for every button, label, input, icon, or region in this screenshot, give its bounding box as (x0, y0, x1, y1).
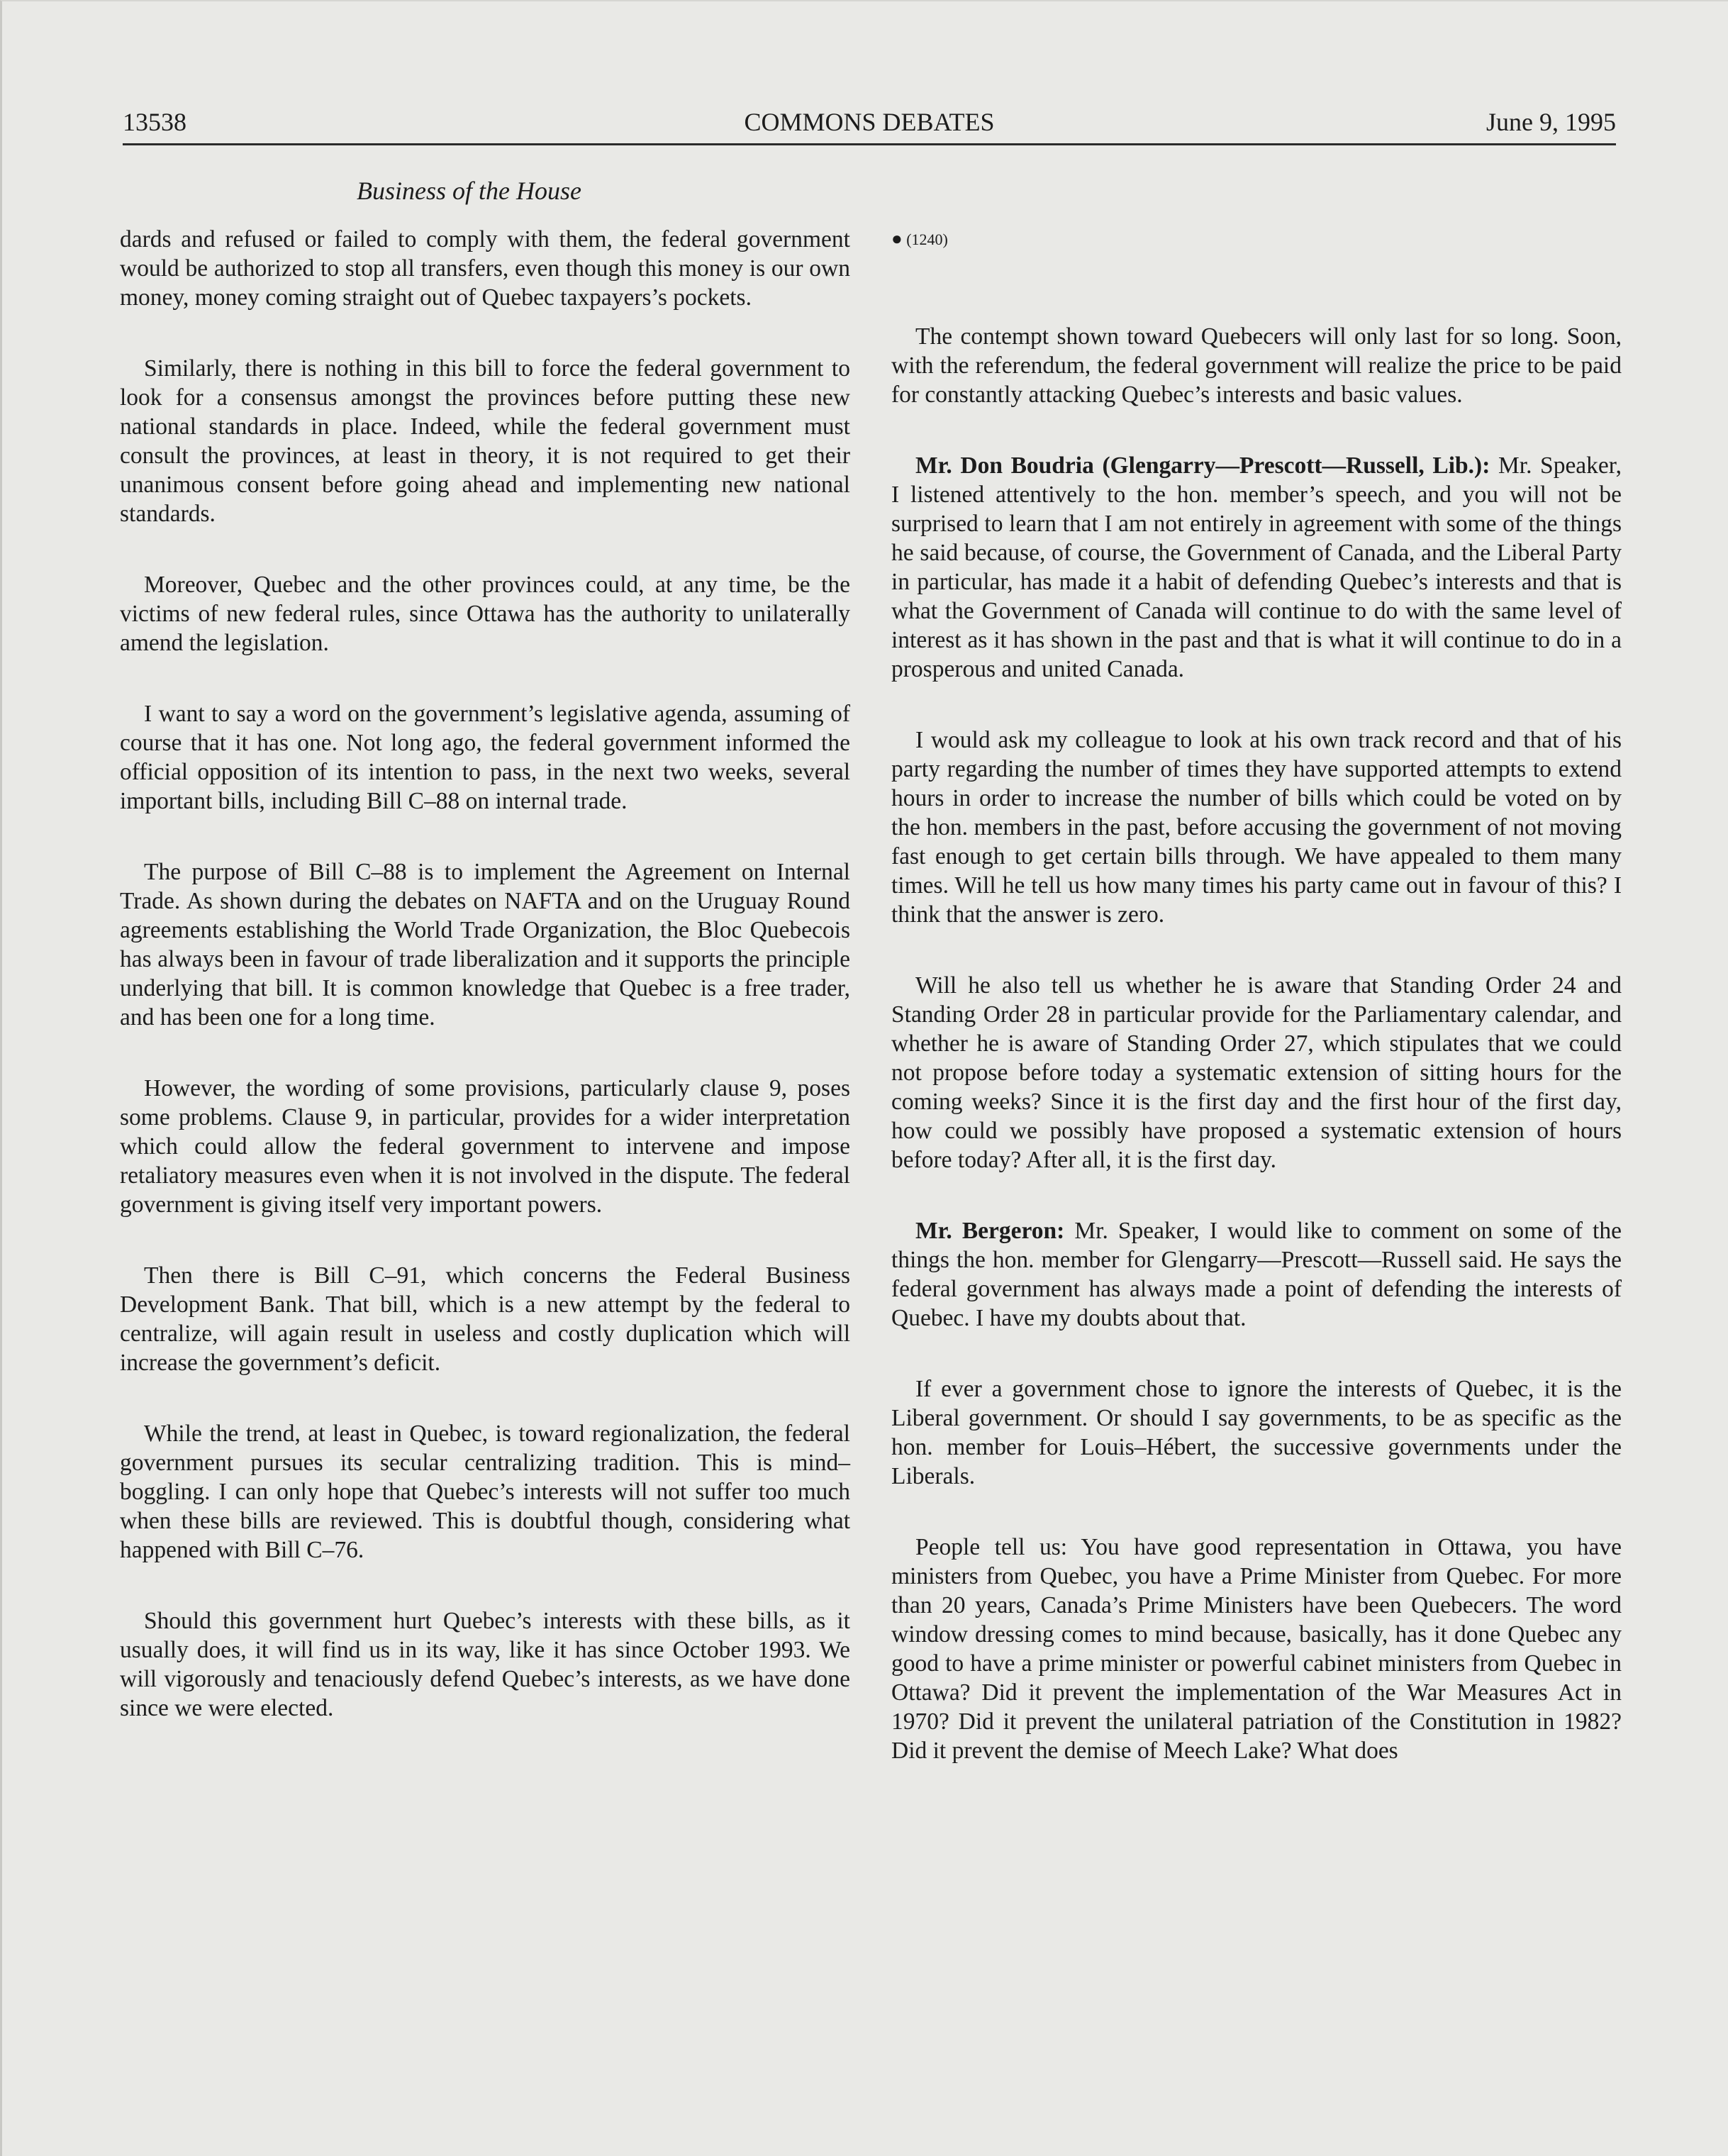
speaker-name: Mr. Bergeron: (915, 1218, 1065, 1244)
journal-title: COMMONS DEBATES (744, 108, 995, 136)
section-title: Business of the House (357, 177, 581, 205)
left-column (120, 225, 850, 1765)
speaker-name: Mr. Don Boudria (Glengarry—Prescott—Russell, Lib.): (915, 452, 1490, 479)
paragraph: Similarly, there is nothing in this bill to force the federal government to look for a consensus amongst the provinces before putting these new national standards in place. Indeed, while the federal government must consult the provinces, at least in theory, it is not required to get their unanimous consent before going ahead and implementing new national standards. (120, 355, 850, 527)
speech-paragraph (891, 1216, 1622, 1333)
paragraph: Should this government hurt Quebec’s interests with these bills, as it usually does, it will find us in its way, like it has since October 1993. We will vigorously and tenaciously defend Quebec’s interests, as we have done since we were elected. (120, 1608, 850, 1721)
paragraph: The purpose of Bill C–88 is to implement the Agreement on Internal Trade. As shown during the debates on NAFTA and on the Uruguay Round agreements establishing the World Trade Organization, the Bloc Quebecois has always been in favour of trade liberalization and it supports the principle underlying that bill. It is common knowledge that Quebec is a free trader, and has been one for a long time. (120, 859, 850, 1030)
paragraph: I would ask my colleague to look at his own track record and that of his party regarding the number of times they have supported attempts to extend hours in order to increase the number of bills which could be voted on by the hon. members in the past, before accusing the government of not moving fast enough to get certain bills through. We have appealed to them many times. Will he tell us how many times his party came out in favour of this? I think that the answer is zero. (891, 727, 1622, 928)
time-stamp: (1240) (906, 230, 948, 248)
issue-date: June 9, 1995 (1486, 108, 1616, 136)
paragraph: People tell us: You have good representation in Ottawa, you have ministers from Quebec, you have a Prime Minister from Quebec. For more than 20 years, Canada’s Prime Ministers have been Quebecers. The word window dressing comes to mind because, basically, has it done Quebec any good to have a prime minister or powerful cabinet ministers from Quebec in Ottawa? Did it prevent the implementation of the War Measures Act in 1970? Did it prevent the unilateral patriation of the Constitution in 1982? Did it prevent the demise of Meech Lake? What does (891, 1534, 1622, 1764)
speech-paragraph (891, 451, 1622, 684)
speech-text: Mr. Speaker, I would like to comment on some of the things the hon. member for Glengarry—Prescott—Russell said. He says the federal government has always made a point of defending the interests of Quebec. I have my doubts about that. (891, 1218, 1622, 1331)
running-head (123, 101, 1616, 143)
paragraph: Then there is Bill C–91, which concerns the Federal Business Development Bank. That bill, which is a new attempt by the federal to centralize, will again result in useless and costly duplication which will increase the government’s deficit. (120, 1262, 850, 1376)
paragraph: The contempt shown toward Quebecers will only last for so long. Soon, with the referendum, the federal government will realize the price to be paid for constantly attacking Quebec’s interests and basic values. (891, 323, 1622, 408)
paragraph: However, the wording of some provisions, particularly clause 9, poses some problems. Clause 9, in particular, provides for a wider interpretation which could allow the federal government to intervene and impose retaliatory measures even when it is not involved in the dispute. The federal government is giving itself very important powers. (120, 1075, 850, 1218)
paragraph: If ever a government chose to ignore the interests of Quebec, it is the Liberal government. Or should I say governments, to be as specific as the hon. member for Louis–Hébert, the successive governments under the Liberals. (891, 1376, 1622, 1489)
paragraph: dards and refused or failed to comply with them, the federal government would be authorized to stop all transfers, even though this money is our own money, money coming straight out of Quebec taxpayers’s pockets. (120, 226, 850, 311)
paragraph: Moreover, Quebec and the other provinces could, at any time, be the victims of new federal rules, since Ottawa has the authority to unilaterally amend the legislation. (120, 572, 850, 656)
speech-text: Mr. Speaker, I listened attentively to the hon. member’s speech, and you will not be surprised to learn that I am not entirely in agreement with some of the things he said because, of course, the Government of Canada, and the Liberal Party in particular, has made it a habit of defending Quebec’s interests and that is what the Government of Canada will continue to do with the same level of interest as it has shown in the past and that is what it will continue to do in a prosperous and united Canada. (891, 452, 1622, 682)
paragraph: I want to say a word on the government’s legislative agenda, assuming of course that it has one. Not long ago, the federal government informed the official opposition of its intention to pass, in the next two weeks, several important bills, including Bill C–88 on internal trade. (120, 701, 850, 814)
header-rule (123, 143, 1616, 145)
right-column (891, 225, 1622, 1807)
paragraph: Will he also tell us whether he is aware that Standing Order 24 and Standing Order 28 in particular provide for the Parliamentary calendar, and whether he is aware of Standing Order 27, which stipulates that we could not propose before today a systematic extension of sitting hours for the coming weeks? Since it is the first day and the first hour of the first day, how could we possibly have proposed a systematic extension of hours before today? After all, it is the first day. (891, 972, 1622, 1173)
bullet-icon: ● (891, 228, 903, 249)
paragraph: While the trend, at least in Quebec, is toward regionalization, the federal government pursues its secular centralizing tradition. This is mind–boggling. I can only hope that Quebec’s interests will not suffer too much when these bills are reviewed. This is doubtful though, considering what happened with Bill C–76. (120, 1421, 850, 1563)
time-marker (891, 225, 1622, 254)
page-number: 13538 (123, 108, 186, 136)
